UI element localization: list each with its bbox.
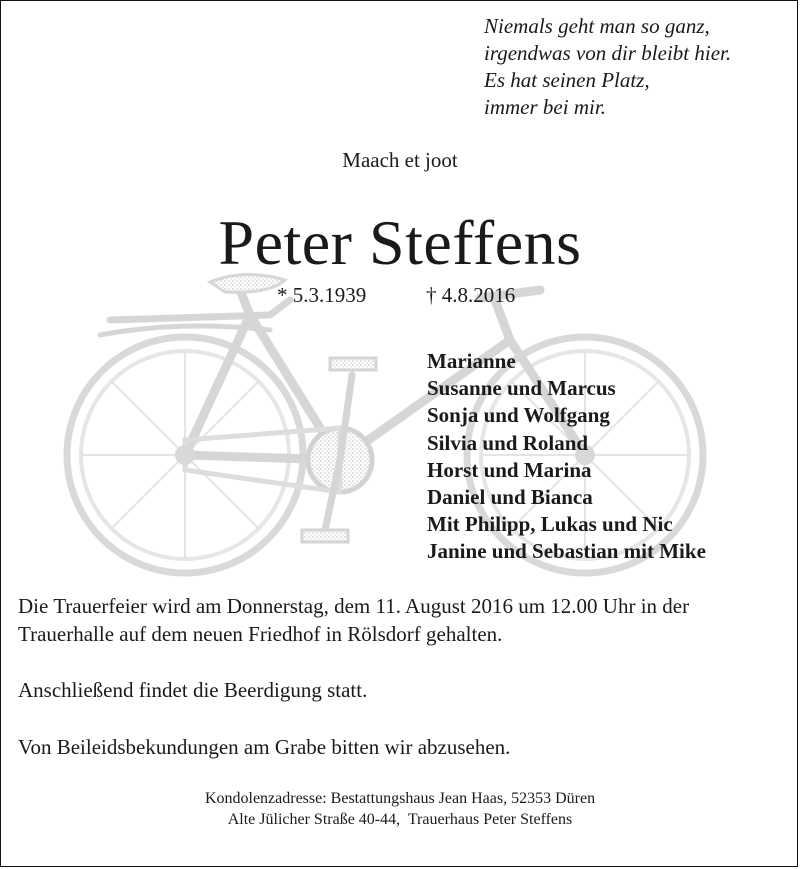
poem-line: Es hat seinen Platz, [484, 68, 650, 92]
death-date: † 4.8.2016 [426, 283, 516, 307]
motto: Maach et joot [342, 148, 458, 172]
deceased-name: Peter Steffens [218, 207, 582, 278]
ceremony-line: Trauerhalle auf dem neuen Friedhof in Rölsdorf gehalten. [18, 622, 503, 646]
condolence-note: Von Beileidsbekundungen am Grabe bitten wir abzusehen. [18, 735, 511, 759]
family-list [427, 348, 706, 566]
poem [484, 13, 731, 121]
family-member: Silvia und Roland [427, 430, 589, 455]
burial-paragraph: Anschließend findet die Beerdigung statt. [18, 678, 368, 702]
poem-line: Niemals geht man so ganz, [484, 14, 710, 38]
ceremony-paragraph [18, 592, 689, 648]
poem-line: immer bei mir. [484, 95, 606, 119]
ceremony-line: Die Trauerfeier wird am Donnerstag, dem 11. August 2016 um 12.00 Uhr in der [18, 594, 690, 618]
condolence-address [0, 788, 800, 830]
family-member: Susanne und Marcus [427, 376, 616, 401]
family-member: Janine und Sebastian mit Mike [427, 539, 706, 564]
poem-line: irgendwas von dir bleibt hier. [484, 41, 732, 65]
birth-date: * 5.3.1939 [277, 283, 367, 307]
family-member: Horst und Marina [427, 457, 592, 482]
family-member: Marianne [427, 349, 516, 373]
address-line: Alte Jülicher Straße 40-44, Trauerhaus Peter Steffens [227, 811, 573, 828]
family-member: Mit Philipp, Lukas und Nic [427, 512, 673, 537]
address-line: Kondolenzadresse: Bestattungshaus Jean Haas, 52353 Düren [204, 790, 596, 807]
family-member: Daniel und Bianca [427, 485, 593, 510]
family-member: Sonja und Wolfgang [427, 403, 610, 428]
